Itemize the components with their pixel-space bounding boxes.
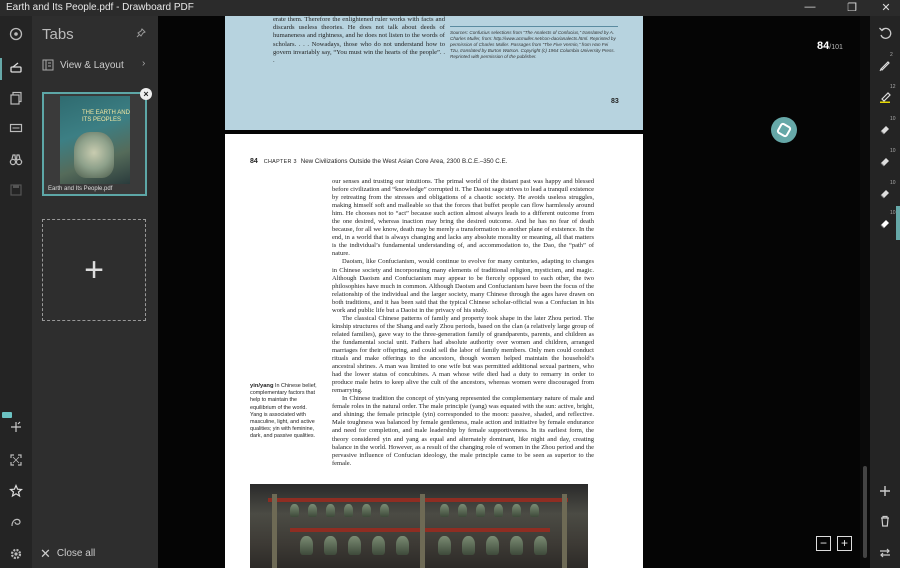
photo-bell (494, 504, 503, 517)
eraser-size: 10 (890, 210, 896, 216)
photo-bell (348, 536, 361, 555)
close-all-label: Close all (56, 548, 96, 559)
photo-bell (362, 504, 371, 517)
tool-settings-button[interactable] (771, 117, 797, 143)
eraser-icon[interactable] (874, 150, 896, 172)
document-tab-label: Earth and Its People.pdf (48, 186, 113, 192)
tabs-panel (32, 16, 158, 568)
undo-icon[interactable] (874, 22, 896, 44)
zoom-in-button[interactable]: + (837, 536, 852, 551)
layout-icon (42, 59, 54, 74)
selected-indicator (0, 58, 2, 80)
photo-bell (372, 536, 385, 555)
left-rail (0, 16, 32, 568)
photo-bell (458, 504, 467, 517)
hexagon-icon (776, 122, 792, 138)
previous-page-text: erate them. Therefore the enlightened ruler works with facts and discards useless theories. He does not talk about deeds of humaneness and rightness, and he does not listen to the words of scholars. . . . Nowadays, those who do not understand how to govern invariably say, “You must win the hearts of the people”. . . (273, 16, 445, 65)
photo-bell (510, 536, 523, 555)
ruler-icon[interactable] (4, 414, 28, 438)
running-header (250, 158, 507, 165)
selected-tool-indicator (896, 206, 900, 240)
previous-page-number: 83 (611, 98, 619, 105)
binoculars-icon[interactable] (4, 148, 28, 172)
photo-bell (530, 504, 539, 517)
photo-bell (344, 504, 353, 517)
pen-icon[interactable] (874, 54, 896, 76)
photo-bell (462, 536, 475, 555)
current-page (225, 134, 643, 568)
photo-rack-post (562, 494, 567, 568)
swap-icon[interactable] (874, 542, 896, 564)
plus-icon: + (84, 250, 104, 289)
vertical-scrollbar[interactable] (860, 16, 870, 568)
previous-page (225, 16, 643, 130)
star-icon[interactable] (4, 479, 28, 503)
photo-bell (300, 536, 313, 555)
eraser-size: 10 (890, 180, 896, 186)
photo-bell (380, 504, 389, 517)
gloss-text: In Chinese belief, complementary factors that help to maintain the equilibrium of the world. Yang is associated with masculine, light, and active qualities; yin with feminine, dark, and passive qualities. (250, 383, 317, 440)
view-layout-label: View & Layout (60, 60, 124, 71)
photo-bell (324, 536, 337, 555)
photo-bell (326, 504, 335, 517)
photo-rack-beam (268, 498, 568, 502)
paragraph: our senses and trusting our intuitions. The primal world of the distant past was happy and blessed before civilization and “knowledge” corrupted it. The Daoist sage strives to lead a tranquil existence by retreating from the stresses and obligations of a chaotic society. He avoids useless struggles, making himself soft and malleable so that the forces that buffet people can flow harmlessly around him. He chooses not to “act” because such action almost always leads to a different outcome from the one desired, whereas inaction may bring the desired outcome. And he has no fear of death because, for all we know, death may be merely a transformation to another plane of existence. In the end, in a world that is always changing and lacks any absolute morality or meaning, all that matters is the individual’s fundamental understanding of, and accommodation to, the Dao, the “path” of nature. (332, 178, 594, 258)
header-title: New Civilizations Outside the West Asian Core Area, 2300 B.C.E.–350 C.E. (300, 158, 508, 165)
chevron-right-icon: › (142, 58, 146, 69)
total-pages: /101 (829, 44, 843, 51)
page-indicator (817, 40, 843, 52)
window-title: Earth and Its People.pdf - Drawboard PDF (6, 2, 194, 13)
current-page-number: 84 (817, 40, 830, 52)
monitor-icon[interactable] (4, 116, 28, 140)
fullscreen-icon[interactable] (4, 448, 28, 472)
bronze-bells-photo (250, 484, 588, 568)
eraser-icon[interactable] (874, 118, 896, 140)
photo-bell (440, 504, 449, 517)
photo-bell (290, 504, 299, 517)
page-body (332, 178, 594, 468)
curve-icon[interactable] (4, 510, 28, 534)
document-viewer[interactable] (158, 16, 870, 568)
eraser-icon[interactable] (874, 182, 896, 204)
photo-bell (486, 536, 499, 555)
photo-bell (512, 504, 521, 517)
photo-bell (308, 504, 317, 517)
close-window-button[interactable]: ✕ (881, 2, 891, 14)
paragraph: The classical Chinese patterns of family and property took shape in the later Zhou period. The kinship structures of the Shang and early Zhou periods, based on the clan (a relatively large group of related families), gave way to the three-generation family of grandparents, parents, and children as the fundamental social unit. Fathers had absolute authority over women and children, arranged marriages for their offspring, and could sell the labor of family members. Only men could conduct rituals and make offerings to the ancestors, though women helped maintain the household’s ancestral shrines. A man was limited to one wife but was permitted additional sexual partners, who had the lower status of concubines. A man whose wife died had a duty to remarry in order to produce male heirs to keep alive the cult of the ancestors, whereas women were discouraged from remarrying. (332, 314, 594, 395)
copy-icon[interactable] (4, 86, 28, 110)
photo-bell (534, 536, 547, 555)
save-icon[interactable] (4, 178, 28, 202)
photo-rack-post (420, 494, 425, 568)
gloss-term: yin/yang (250, 383, 274, 389)
zoom-out-button[interactable]: − (816, 536, 831, 551)
view-layout-button[interactable] (32, 55, 158, 77)
cover-vase-image (74, 132, 114, 178)
paragraph: In Chinese tradition the concept of yin/yang represented the complementary nature of male and female roles in the natural order. The male principle (yang) was equated with the sun: active, bright, and shining; the female principle (yin) corresponded to the moon: passive, shaded, and reflective. Male toughness was balanced by female gentleness, male action and initiative by female endurance and need for completion, and male leadership by female supportiveness. In its earliest form, the theory considered yin and yang as equal and alternately dominant, like night and day, creating balance in the world. However, as a result of the changing role of women in the Zhou period and the pervasive influence of Confucian ideology, the male principle came to be seen as superior to the female. (332, 395, 594, 467)
title-bar (0, 0, 900, 16)
pin-icon[interactable] (136, 28, 146, 41)
close-icon: ✕ (40, 546, 51, 561)
document-tab[interactable] (42, 89, 149, 196)
close-tab-icon[interactable]: × (140, 88, 152, 100)
add-icon[interactable] (874, 480, 896, 502)
cover-title: THE EARTH AND ITS PEOPLES (82, 110, 130, 123)
minimize-button[interactable]: — (804, 1, 816, 13)
glossary-note (250, 383, 320, 441)
right-rail (870, 16, 900, 568)
pen-size: 2 (890, 52, 893, 58)
header-chapter: CHAPTER 3 (263, 159, 297, 165)
trash-icon[interactable] (874, 510, 896, 532)
highlighter-icon[interactable] (874, 86, 896, 108)
close-all-button[interactable] (40, 546, 95, 562)
document-cover-thumbnail (60, 96, 130, 184)
photo-rack-post (272, 494, 277, 568)
add-tab-button[interactable] (42, 219, 146, 321)
photo-bell (476, 504, 485, 517)
paragraph: Daoism, like Confucianism, would continue to evolve for many centuries, adapting to changes in Chinese society and incorporating many elements of traditional religion, mysticism, and magic. Although Daoism and Confucianism may appear to be fiercely opposed to each other, the two philosophies have much in common. Although Daoism and Confucianism have been the focus of the relationship of the individual and the larger society, many Chinese through the ages have drawn on both traditions, and it has been said that the typical Chinese scholar-official was a Confucian in his work and public life but a Daoist in the privacy of his study. (332, 258, 594, 314)
scrollbar-thumb[interactable] (863, 466, 867, 558)
photo-bell (396, 536, 409, 555)
header-page-number: 84 (250, 158, 258, 165)
photo-bell (438, 536, 451, 555)
highlighter-size: 12 (890, 84, 896, 90)
settings-icon[interactable] (4, 542, 28, 566)
pen-tray-icon[interactable] (4, 56, 28, 80)
tabs-header: Tabs (42, 26, 74, 43)
menu-circle-icon[interactable] (4, 22, 28, 46)
previous-page-source: Sources: Confucius selections from “The Analects of Confucius,” translated by A. Charles Muller, from: http://www.acmuller.net/con-dao/analects.html. Reprinted by permission of Charles Muller. Passages from “The Five Vermin,” from Han Fei Tzu, translated by Burton Watson. Copyright (c) 1964 Columbia University Press. Reprinted with permission of the publisher. (450, 26, 618, 60)
eraser-size: 10 (890, 148, 896, 154)
eraser-icon[interactable] (874, 212, 896, 234)
eraser-size: 10 (890, 116, 896, 122)
restore-button[interactable]: ❐ (847, 2, 857, 14)
